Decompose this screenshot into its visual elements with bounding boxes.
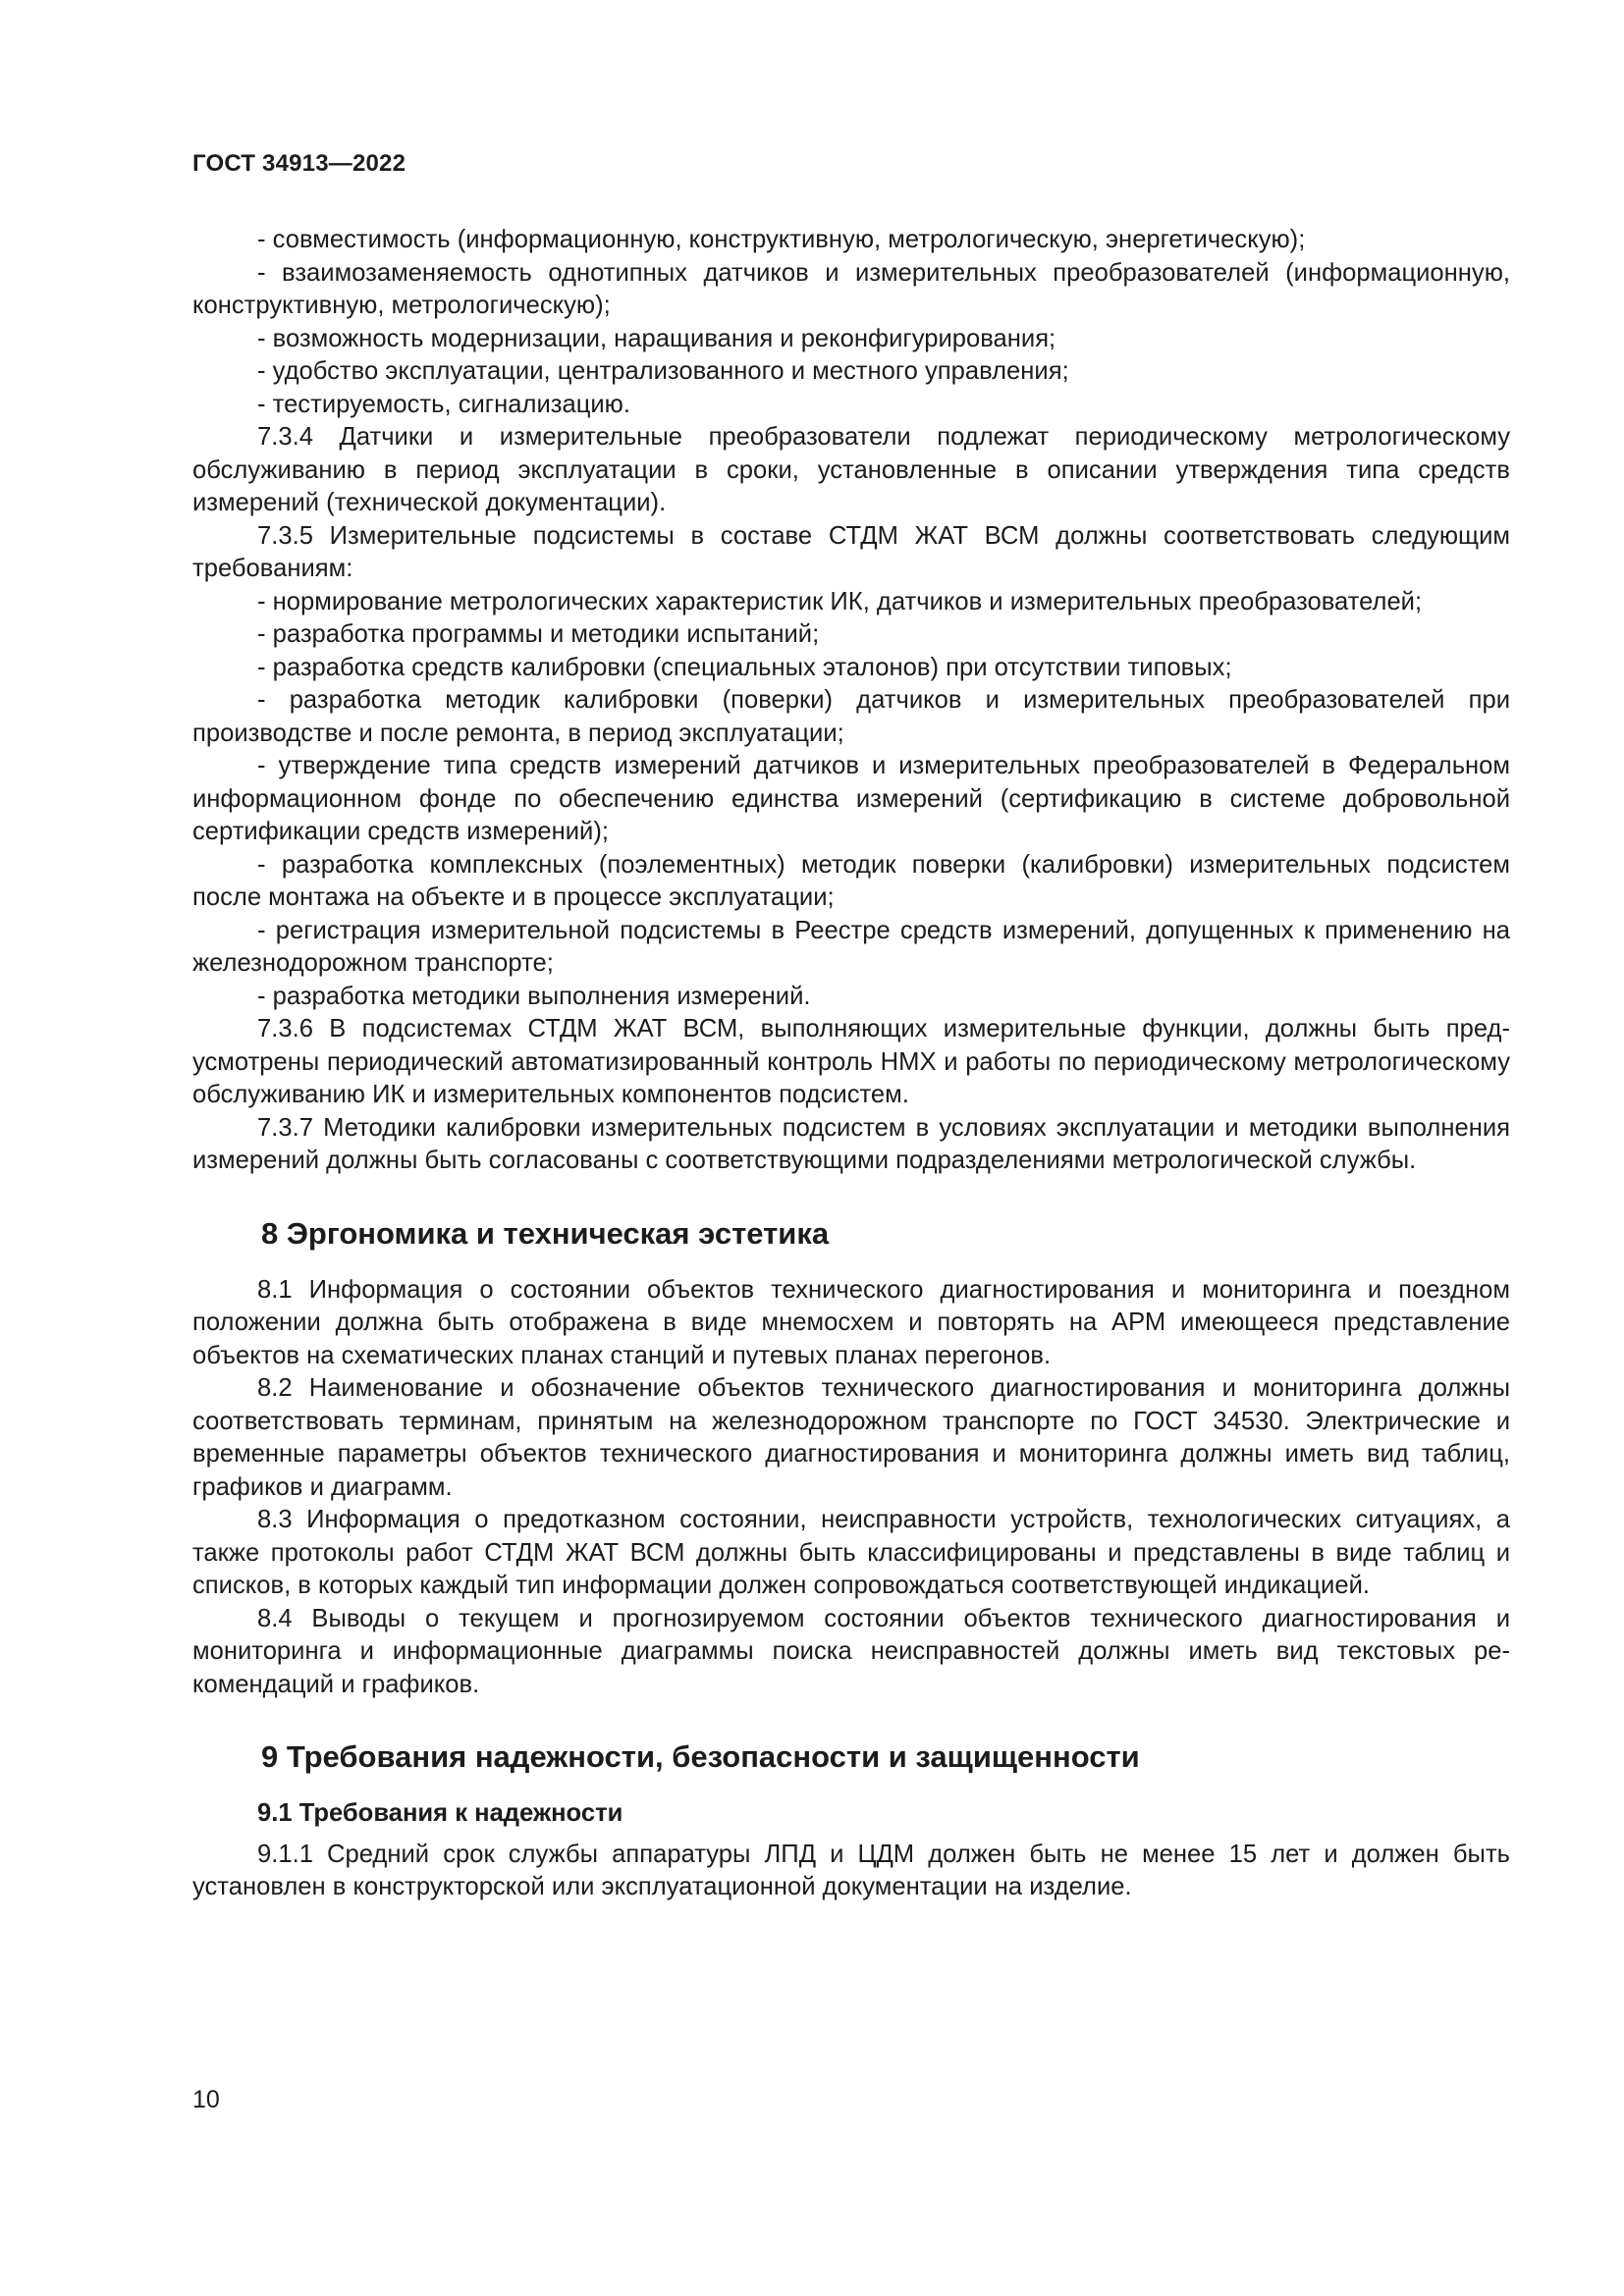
paragraph: - разработка комплексных (поэлементных) методик поверки (калибровки) измерительных подсистем после монтажа на объекте и в процессе эксплуатации;: [192, 850, 1510, 911]
paragraph: - возможность модернизации, наращивания и реконфигурирования;: [257, 324, 1056, 352]
paragraph: 8.2 Наименование и обозначение объектов технического диагностирования и мониторинга должны соответствовать терминам, принятым на железнодорожном транспорте по ГОСТ 34530. Электрические и временные параметры объектов технического диагностирования и мониторинга должны иметь вид таблиц, графиков и диаграмм.: [192, 1374, 1510, 1501]
document-body: [192, 224, 1510, 1904]
paragraph: 8.1 Информация о состоянии объектов технического диагностирования и мониторинга и поездном положении должна быть отображена в виде мнемосхем и повторять на АРМ имеющееся представление объектов на схематических планах станций и путевых планах перегонов.: [192, 1275, 1510, 1369]
paragraph: - удобство эксплуатации, централизованного и местного управления;: [257, 357, 1069, 385]
paragraph: - совместимость (информационную, конструктивную, метрологическую, энергетическую);: [257, 226, 1306, 253]
paragraph: - нормирование метрологических характеристик ИК, датчиков и измерительных преобразователей;: [257, 587, 1423, 615]
paragraph: - разработка методик калибровки (поверки) датчиков и измерительных преобразователей при производстве и после ремонта, в период эксплуатации;: [192, 686, 1510, 747]
paragraph: 7.3.4 Датчики и измерительные преобразователи подлежат периодическому метрологическому обслуживанию в период эксплуатации в сроки, установленные в описании утверждения типа средств измерений (технической документации).: [192, 423, 1510, 516]
paragraph: 7.3.5 Измерительные подсистемы в составе СТДМ ЖАТ ВСМ должны соответствовать следующим требованиям:: [192, 521, 1510, 582]
paragraph: - разработка программы и методики испытаний;: [257, 620, 820, 648]
section-heading-8: 8 Эргономика и техническая эстетика: [261, 1215, 830, 1251]
paragraph: 8.4 Выводы о текущем и прогнозируемом состоянии объектов технического диагностирования и мониторинга и информационные диаграммы поиска неисправностей должны иметь вид текстовых рекомендаций и графиков.: [192, 1604, 1510, 1698]
paragraph: - разработка методики выполнения измерений.: [257, 982, 811, 1010]
paragraph: 8.3 Информация о предотказном состоянии, неисправности устройств, технологических ситуациях, а также протоколы работ СТДМ ЖАТ ВСМ должны быть классифицированы и представлены в виде таблиц и списков, в которых каждый тип информации должен сопровождаться соответствующей индикацией.: [192, 1506, 1510, 1599]
paragraph: - взаимозаменяемость однотипных датчиков и измерительных преобразователей (информационную, конструктивную, метрологическую);: [192, 258, 1510, 319]
subsection-heading-9-1: 9.1 Требования к надежности: [257, 1799, 623, 1827]
paragraph: - тестируемость, сигнализацию.: [257, 390, 630, 418]
section-heading-9: 9 Требования надежности, безопасности и защищенности: [261, 1739, 1140, 1774]
paragraph: 7.3.6 В подсистемах СТДМ ЖАТ ВСМ, выполняющих измерительные функции, должны быть предусмотрены периодический автоматизированный контроль НМХ и работы по периодическому метрологическому обслуживанию ИК и измерительных компонентов подсистем.: [192, 1015, 1510, 1108]
paragraph: - регистрация измерительной подсистемы в Реестре средств измерений, допущенных к применению на железнодорожном транспорте;: [192, 916, 1510, 977]
paragraph: 7.3.7 Методики калибровки измерительных подсистем в условиях эксплуатации и методики выполнения измерений должны быть согласованы с соответствующими подразделениями метрологической службы.: [192, 1113, 1510, 1174]
document-header: ГОСТ 34913—2022: [192, 150, 406, 177]
page-number: 10: [192, 2086, 220, 2113]
paragraph: 9.1.1 Средний срок службы аппаратуры ЛПД и ЦДМ должен быть не менее 15 лет и должен быть установлен в конструкторской или эксплуатационной документации на изделие.: [192, 1840, 1510, 1900]
paragraph: - утверждение типа средств измерений датчиков и измерительных преобразователей в Федеральном информационном фонде по обеспечению единства измерений (сертификацию в системе добровольной сертификации средств измерений);: [192, 752, 1510, 845]
paragraph: - разработка средств калибровки (специальных эталонов) при отсутствии типовых;: [257, 653, 1232, 681]
